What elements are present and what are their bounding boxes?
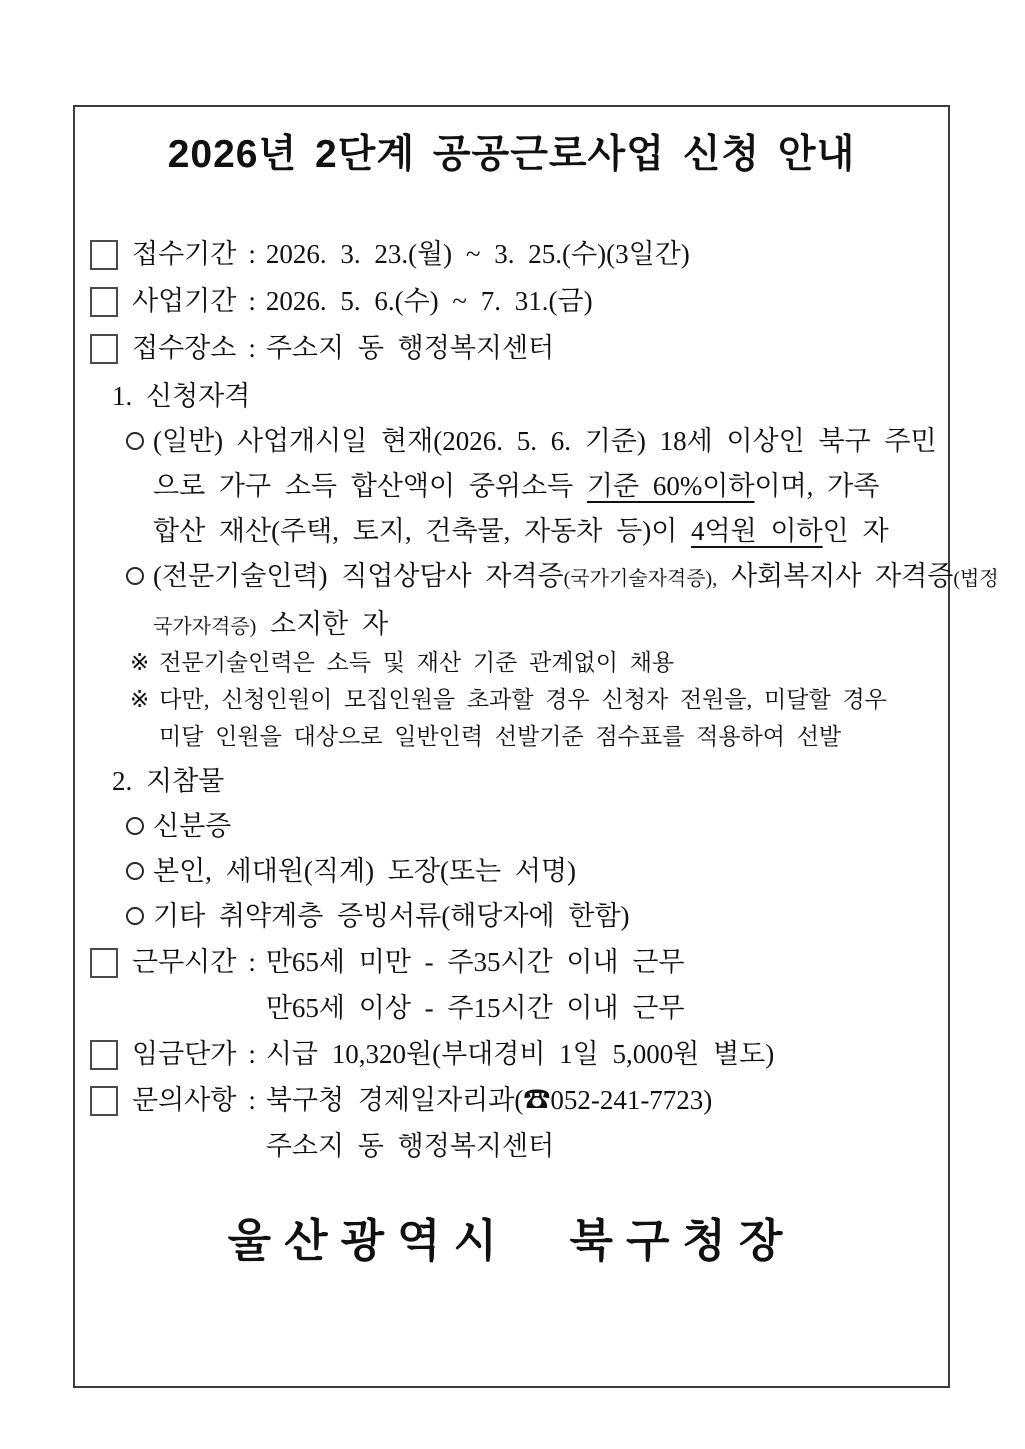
info-item-list <box>75 939 948 1169</box>
work-hours-over65: 만65세 이상 - 주15시간 이내 근무 <box>265 993 685 1023</box>
reception-period-row <box>75 231 948 278</box>
reference-mark-icon: ※ <box>130 650 150 675</box>
wage-rate-label: 임금단가 <box>132 1039 237 1069</box>
note2-row <box>75 681 948 718</box>
wage-rate-row <box>75 1031 948 1077</box>
contact-office-text: 북구청 경제일자리과( <box>265 1085 524 1115</box>
contact-center-line: 주소지 동 행정복지센터 <box>265 1131 555 1161</box>
technical-text-a: (전문기술인력) 직업상담사 자격증 <box>153 561 564 591</box>
belongings-item-seal-text: 본인, 세대원(직계) 도장(또는 서명) <box>153 856 577 886</box>
project-period-value: 2026. 5. 6.(수) ~ 7. 31.(금) <box>265 286 593 316</box>
colon-separator: : <box>248 239 256 269</box>
reception-place-value: 주소지 동 행정복지센터 <box>265 333 555 363</box>
technical-eligibility-text <box>153 554 999 602</box>
square-bullet-icon <box>90 240 118 270</box>
belongings-item-seal <box>75 849 948 894</box>
contact-row <box>75 1077 948 1169</box>
work-hours-under65: 만65세 미만 - 주35시간 이내 근무 <box>265 947 685 977</box>
colon-separator: : <box>248 286 256 316</box>
note1-row <box>75 644 948 681</box>
general-eligibility-line2 <box>75 464 948 509</box>
circle-bullet-icon <box>126 907 144 925</box>
asset-threshold-underlined: 4억원 이하 <box>691 516 823 546</box>
document-title: 2026년 2단계 공공근로사업 신청 안내 <box>167 133 856 176</box>
legal-cert-small-note-open: (법정 <box>953 568 999 590</box>
reception-place-label: 접수장소 <box>132 333 237 363</box>
colon-separator: : <box>248 947 256 977</box>
technical-eligibility-line1 <box>75 554 999 602</box>
square-bullet-icon <box>90 948 118 978</box>
technical-holder-text: 소지한 자 <box>256 609 389 639</box>
reception-period-value: 2026. 3. 23.(월) ~ 3. 25.(수)(3일간) <box>265 239 690 269</box>
general-eligibility-line1 <box>75 419 948 464</box>
square-bullet-icon <box>90 1086 118 1116</box>
national-cert-small-note: (국가기술자격증), <box>563 568 718 590</box>
general-eligibility-text1: (일반) 사업개시일 현재(2026. 5. 6. 기준) 18세 이상인 북구 주민 <box>153 426 937 456</box>
belongings-item-id <box>75 804 948 849</box>
legal-cert-small-note-close: 국가자격증) <box>153 616 257 638</box>
telephone-icon: ☎ <box>523 1085 551 1115</box>
colon-separator: : <box>248 1039 256 1069</box>
document-border-frame <box>73 105 999 1388</box>
circle-bullet-icon <box>126 432 144 450</box>
contact-values <box>266 1077 712 1169</box>
work-hours-label: 근무시간 <box>132 947 237 977</box>
circle-bullet-icon <box>126 817 144 835</box>
circle-bullet-icon <box>126 862 144 880</box>
general-eligibility-text3-post: 인 자 <box>822 516 889 546</box>
square-bullet-icon <box>90 334 118 364</box>
reference-mark-icon: ※ <box>130 687 150 712</box>
note1-text: 전문기술인력은 소득 및 재산 기준 관계없이 채용 <box>159 650 675 675</box>
square-bullet-icon <box>90 287 118 317</box>
general-eligibility-text3-pre: 합산 재산(주택, 토지, 건축물, 자동차 등)이 <box>153 516 692 546</box>
contact-office-line <box>266 1077 712 1123</box>
general-eligibility-text2-post: 이며, 가족 <box>754 471 880 501</box>
circle-bullet-icon <box>126 567 144 585</box>
notes-block <box>75 644 948 755</box>
project-period-row <box>75 278 948 325</box>
work-hours-values <box>266 939 685 1031</box>
project-period-label: 사업기간 <box>132 286 237 316</box>
reception-period-label: 접수기간 <box>132 239 237 269</box>
general-eligibility-text2-pre: 으로 가구 소득 합산액이 중위소득 <box>153 471 587 501</box>
income-threshold-underlined: 기준 60%이하 <box>586 471 755 501</box>
colon-separator: : <box>248 333 256 363</box>
contact-phone-number: 052-241-7723) <box>550 1085 713 1115</box>
wage-rate-value: 시급 10,320원(부대경비 1일 5,000원 별도) <box>265 1039 775 1069</box>
technical-eligibility-line2 <box>75 602 948 650</box>
note2-continuation: 미달 인원을 대상으로 일반인력 선발기준 점수표를 적용하여 선발 <box>159 724 842 749</box>
square-bullet-icon <box>90 1040 118 1070</box>
note2-text-line1: 다만, 신청인원이 모집인원을 초과할 경우 신청자 전원을, 미달할 경우 <box>159 687 887 712</box>
colon-separator: : <box>248 1085 256 1115</box>
header-item-list <box>75 231 948 372</box>
belongings-item-proof-text: 기타 취약계층 증빙서류(해당자에 한함) <box>153 901 630 931</box>
section2-heading: 2. 지참물 <box>112 766 225 796</box>
belongings-item-id-text: 신분증 <box>153 811 232 841</box>
section1-heading: 1. 신청자격 <box>112 381 251 411</box>
contact-label: 문의사항 <box>132 1085 237 1115</box>
issuer-signature: 울산광역시 북구청장 <box>227 1215 796 1266</box>
work-hours-row <box>75 939 948 1031</box>
belongings-item-proof <box>75 894 948 939</box>
reception-place-row <box>75 325 948 372</box>
technical-text-b: 사회복지사 자격증 <box>717 561 954 591</box>
general-eligibility-line3 <box>75 509 948 554</box>
